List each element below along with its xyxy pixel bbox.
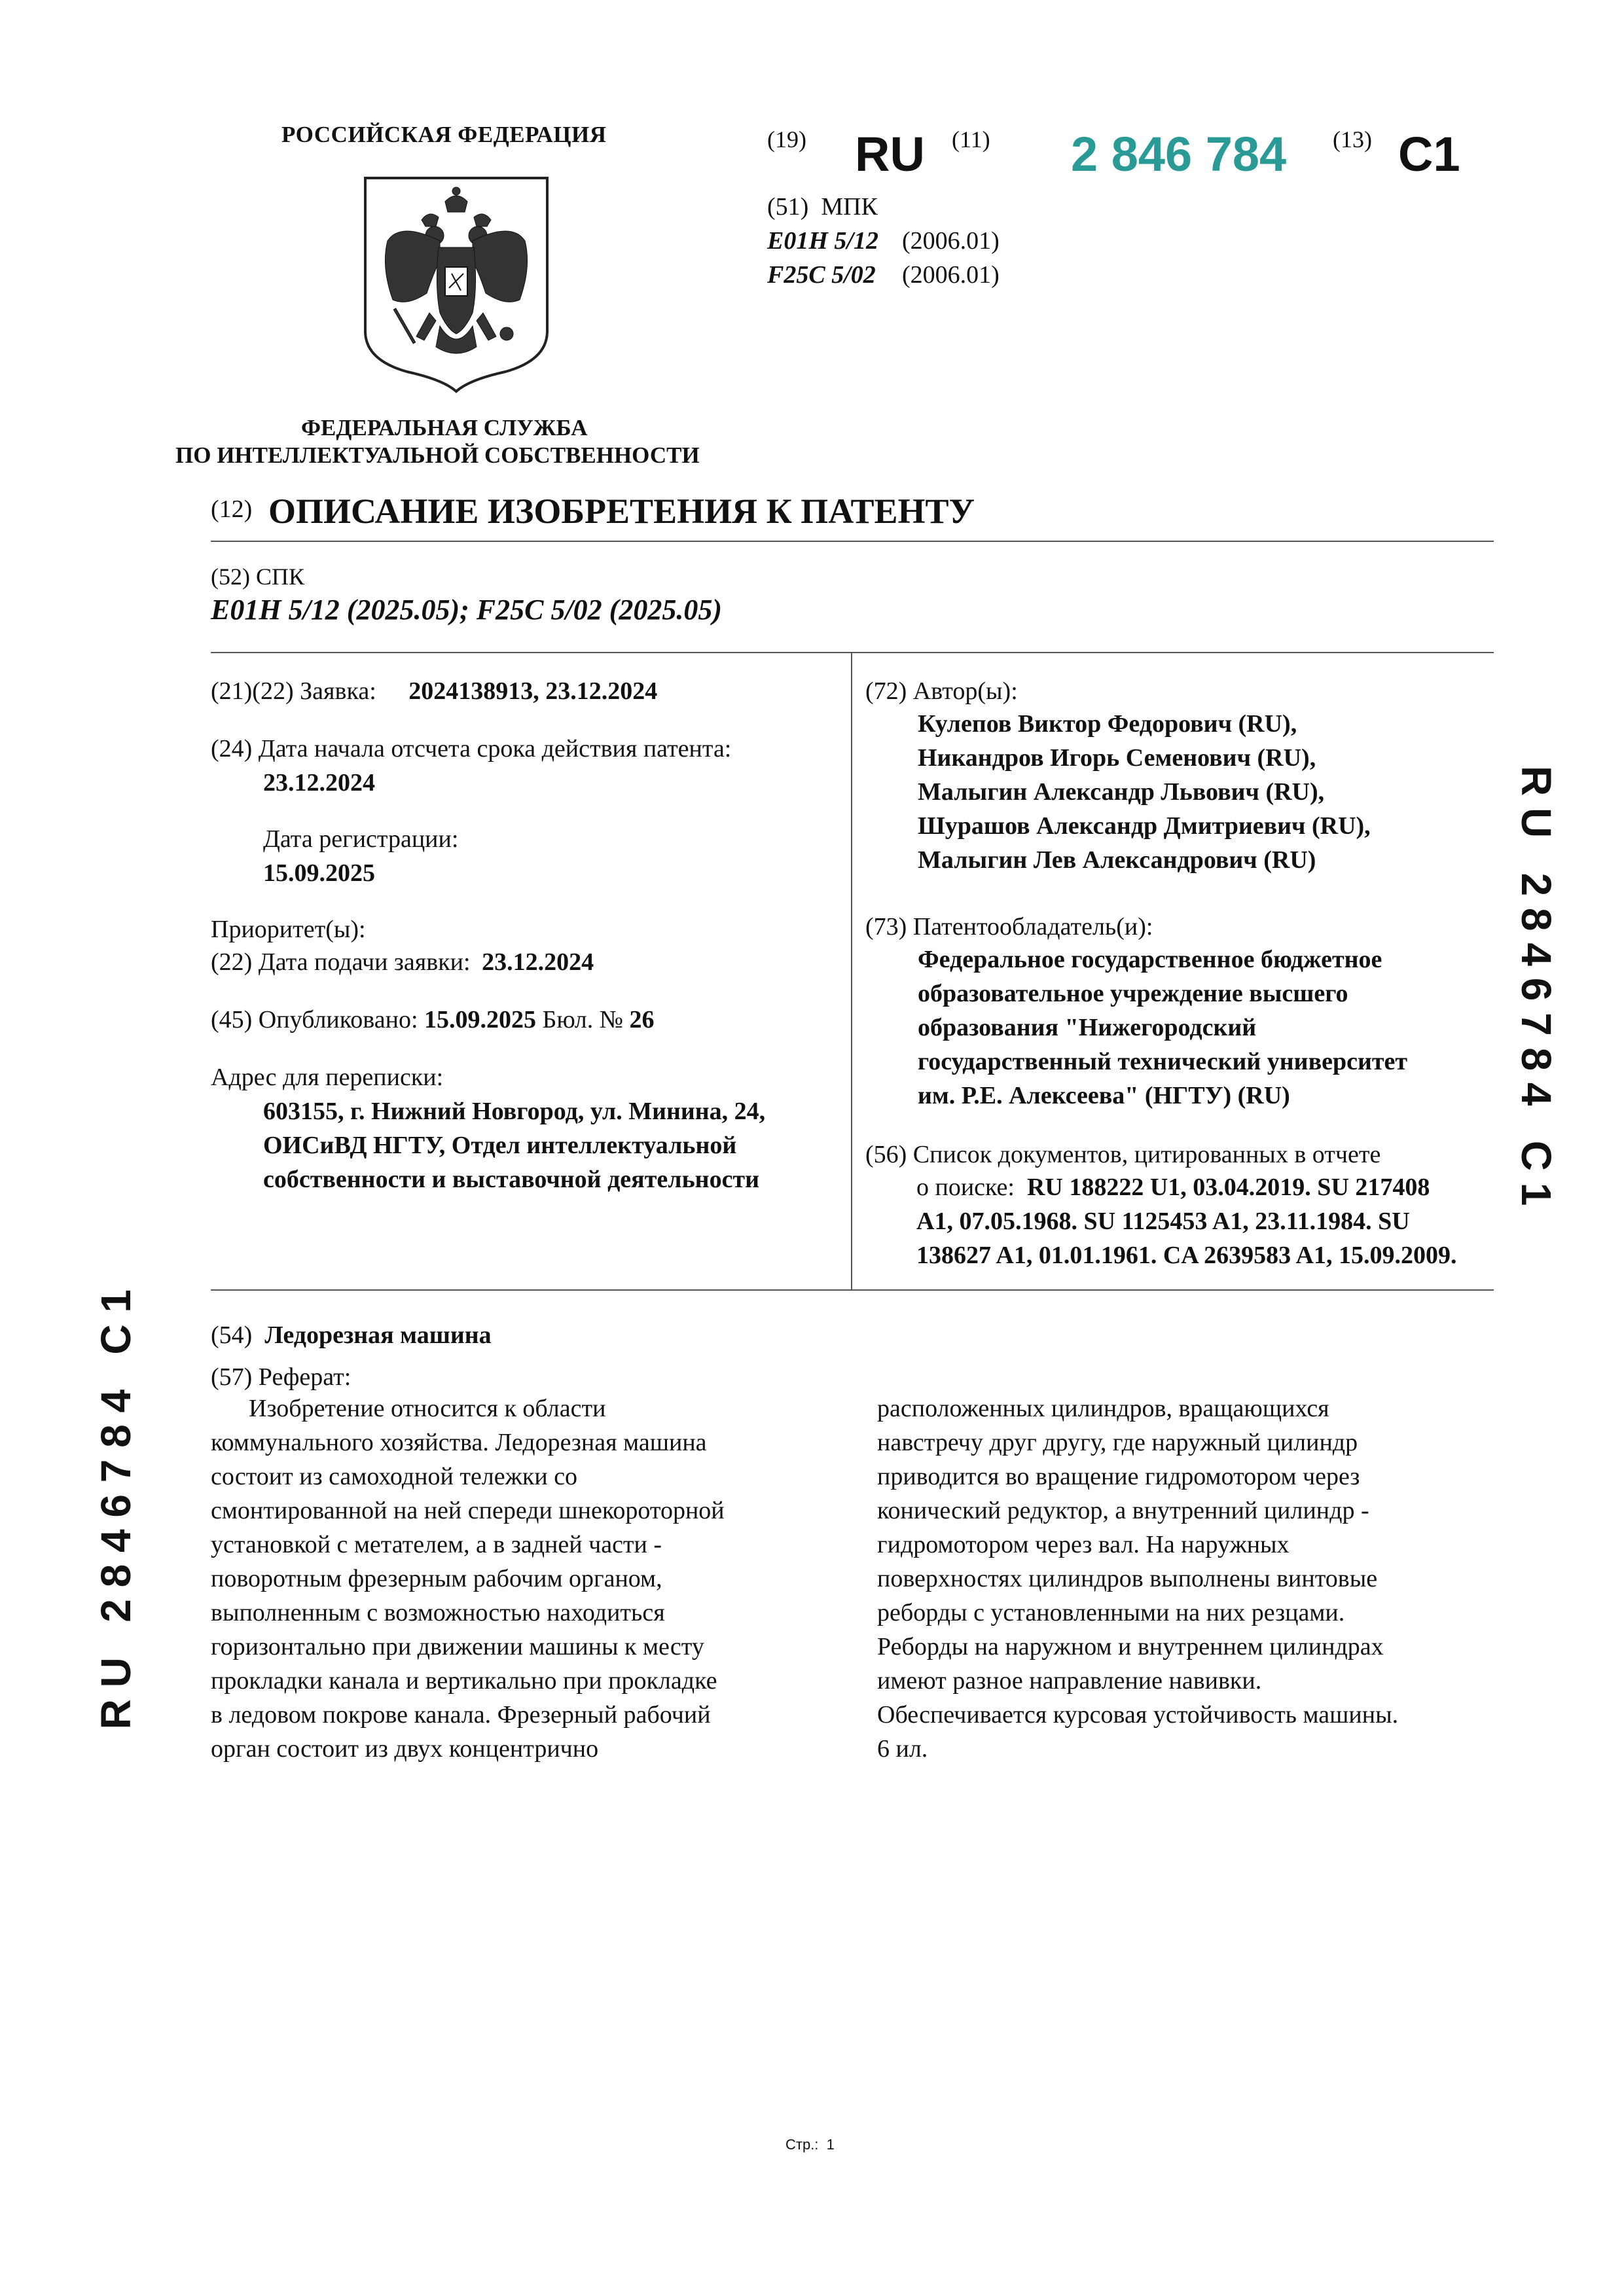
abstract-line: Обеспечивается курсовая устойчивость машины. bbox=[877, 1701, 1399, 1729]
published-value: 15.09.2025 bbox=[424, 1006, 537, 1033]
abstract-line: навстречу друг другу, где наружный цилиндр bbox=[877, 1429, 1358, 1456]
abstract-line: расположенных цилиндров, вращающихся bbox=[877, 1395, 1329, 1422]
inid-12: (12) bbox=[211, 495, 253, 523]
address-line: собственности и выставочной деятельности bbox=[263, 1166, 759, 1193]
inid-54: (54) bbox=[211, 1321, 253, 1349]
abstract-line: прокладки канала и вертикально при прокладке bbox=[211, 1667, 717, 1695]
owner-block bbox=[918, 942, 1407, 1113]
page-number: 1 bbox=[826, 2136, 835, 2153]
divider bbox=[211, 541, 1494, 542]
page-label: Стр.: bbox=[785, 2136, 819, 2153]
owner-line: им. Р.Е. Алексеева" (НГТУ) (RU) bbox=[918, 1082, 1290, 1109]
address-line: ОИСиВД НГТУ, Отдел интеллектуальной bbox=[263, 1132, 737, 1159]
owner-line: образования "Нижегородский bbox=[918, 1014, 1257, 1041]
country-name: РОССИЙСКАЯ ФЕДЕРАЦИЯ bbox=[281, 122, 607, 147]
owner-line: государственный технический университет bbox=[918, 1048, 1408, 1075]
owner-line: Федеральное государственное бюджетное bbox=[918, 946, 1382, 973]
address-line: 603155, г. Нижний Новгород, ул. Минина, 24, bbox=[263, 1098, 766, 1125]
invention-name: Ледорезная машина bbox=[264, 1321, 492, 1349]
abstract-line: гидромотором через вал. На наружных bbox=[877, 1531, 1290, 1558]
abstract-label: (57) Реферат: bbox=[211, 1363, 352, 1391]
cited-docs: A1, 07.05.1968. SU 1125453 A1, 23.11.1984. SU bbox=[916, 1208, 1410, 1235]
author: Шурашов Александр Дмитриевич (RU), bbox=[918, 812, 1371, 840]
ipc-class: F25C 5/02 bbox=[767, 261, 876, 289]
registration-label: Дата регистрации: bbox=[263, 825, 459, 853]
ipc-block bbox=[767, 190, 1000, 292]
ipc-class: E01H 5/12 bbox=[767, 227, 878, 255]
abstract-left-column bbox=[211, 1391, 800, 1766]
cited-docs: 138627 A1, 01.01.1961. CA 2639583 A1, 15.09.2009. bbox=[916, 1242, 1457, 1269]
abstract-line: реборды с установленными на них резцами. bbox=[877, 1599, 1345, 1626]
spk-label: (52) СПК bbox=[211, 564, 304, 590]
abstract-line: имеют разное направление навивки. bbox=[877, 1667, 1262, 1695]
inid-13: (13) bbox=[1333, 126, 1372, 152]
inid-19: (19) bbox=[767, 126, 806, 152]
abstract-line: Реборды на наружном и внутреннем цилиндрах bbox=[877, 1633, 1384, 1660]
abstract-line: в ледовом покрове канала. Фрезерный рабочий bbox=[211, 1701, 711, 1729]
author: Малыгин Александр Львович (RU), bbox=[918, 778, 1325, 806]
application-value: 2024138913, 23.12.2024 bbox=[408, 677, 658, 705]
abstract-line: поворотным фрезерным рабочим органом, bbox=[211, 1565, 662, 1592]
divider bbox=[211, 652, 1494, 653]
owner-label: (73) Патентообладатель(и): bbox=[865, 913, 1153, 941]
published-label: (45) Опубликовано: bbox=[211, 1006, 418, 1033]
application-label: (21)(22) Заявка: bbox=[211, 677, 376, 705]
patent-number: 2 846 784 bbox=[1071, 127, 1287, 181]
filing-value: 23.12.2024 bbox=[482, 948, 594, 976]
ipc-label: МПК bbox=[821, 193, 878, 221]
abstract-line: смонтированной на ней спереди шнекороторной bbox=[211, 1497, 725, 1524]
kind-code: C1 bbox=[1398, 127, 1460, 181]
abstract-line: 6 ил. bbox=[877, 1735, 928, 1763]
inid-51: (51) bbox=[767, 193, 809, 221]
application-row bbox=[211, 674, 657, 708]
abstract-line: выполненным с возможностью находиться bbox=[211, 1599, 665, 1626]
address-block bbox=[263, 1094, 765, 1196]
priority-label: Приоритет(ы): bbox=[211, 916, 366, 943]
spk-value: E01H 5/12 (2025.05); F25C 5/02 (2025.05) bbox=[211, 594, 722, 626]
abstract-line: горизонтально при движении машины к месту bbox=[211, 1633, 704, 1660]
owner-line: образовательное учреждение высшего bbox=[918, 980, 1348, 1007]
author: Малыгин Лев Александрович (RU) bbox=[918, 846, 1316, 874]
cited-block bbox=[916, 1170, 1456, 1272]
filing-label: (22) Дата подачи заявки: bbox=[211, 948, 471, 976]
authors-list bbox=[918, 707, 1371, 877]
abstract-line: конический редуктор, а внутренний цилиндр - bbox=[877, 1497, 1369, 1524]
abstract-line: установкой с метателем, а в задней части - bbox=[211, 1531, 662, 1558]
published-row bbox=[211, 1003, 655, 1037]
country-code: RU bbox=[855, 127, 925, 181]
coat-of-arms-icon bbox=[361, 175, 551, 394]
agency-name-line-2: ПО ИНТЕЛЛЕКТУАЛЬНОЙ СОБСТВЕННОСТИ bbox=[175, 442, 700, 468]
ipc-version: (2006.01) bbox=[902, 261, 1000, 289]
inid-11: (11) bbox=[952, 126, 990, 152]
cited-label-cont: о поиске: bbox=[916, 1174, 1015, 1201]
term-value: 23.12.2024 bbox=[263, 769, 375, 797]
bulletin-value: 26 bbox=[629, 1006, 655, 1033]
bulletin-label: Бюл. № bbox=[542, 1006, 623, 1033]
filing-row bbox=[211, 945, 594, 979]
ipc-entry bbox=[767, 258, 1000, 292]
abstract-right-column bbox=[877, 1391, 1466, 1766]
side-number-right: R U 2 8 4 6 7 8 4 C 1 bbox=[1513, 766, 1560, 1206]
term-label: (24) Дата начала отсчета срока действия патента: bbox=[211, 735, 732, 762]
emblem bbox=[361, 175, 551, 394]
cited-label: (56) Список документов, цитированных в отчете bbox=[865, 1141, 1381, 1168]
author: Кулепов Виктор Федорович (RU), bbox=[918, 710, 1297, 738]
side-number-left: R U 2 8 4 6 7 8 4 C 1 bbox=[92, 1289, 139, 1730]
abstract-line: орган состоит из двух концентрично bbox=[211, 1735, 599, 1763]
abstract-line: приводится во вращение гидромотором через bbox=[877, 1463, 1360, 1490]
agency-name-line-1: ФЕДЕРАЛЬНАЯ СЛУЖБА bbox=[301, 415, 588, 440]
abstract-line: состоит из самоходной тележки со bbox=[211, 1463, 578, 1490]
divider bbox=[211, 1289, 1494, 1291]
column-divider bbox=[851, 652, 852, 1291]
author: Никандров Игорь Семенович (RU), bbox=[918, 744, 1316, 772]
registration-value: 15.09.2025 bbox=[263, 859, 375, 887]
document-title: ОПИСАНИЕ ИЗОБРЕТЕНИЯ К ПАТЕНТУ bbox=[268, 492, 975, 531]
abstract-line: поверхностях цилиндров выполнены винтовые bbox=[877, 1565, 1378, 1592]
invention-name-row bbox=[211, 1318, 492, 1352]
cited-docs: RU 188222 U1, 03.04.2019. SU 217408 bbox=[1026, 1174, 1430, 1201]
abstract-line: Изобретение относится к области bbox=[249, 1395, 606, 1422]
ipc-version: (2006.01) bbox=[902, 227, 1000, 255]
page-footer bbox=[785, 2136, 835, 2153]
address-label: Адрес для переписки: bbox=[211, 1064, 444, 1091]
authors-label: (72) Автор(ы): bbox=[865, 677, 1018, 705]
abstract-line: коммунального хозяйства. Ледорезная машина bbox=[211, 1429, 707, 1456]
ipc-entry bbox=[767, 224, 1000, 258]
